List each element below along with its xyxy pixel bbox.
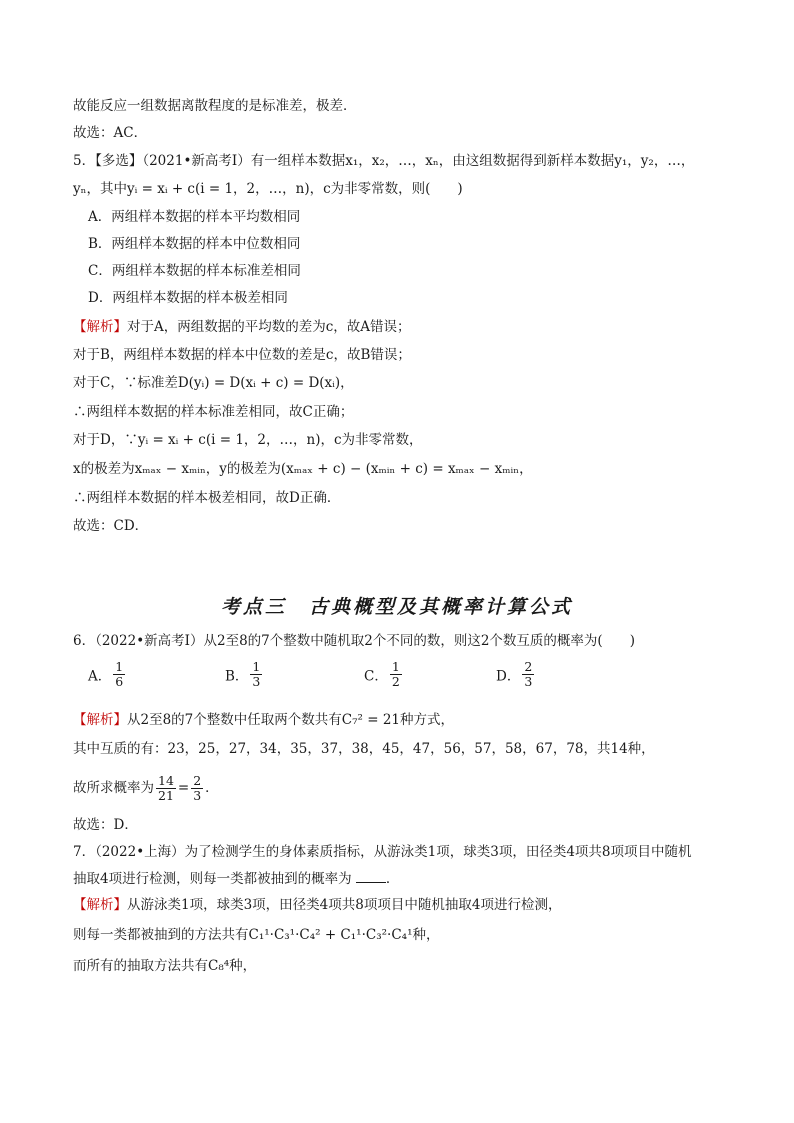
option-label: B． (225, 668, 249, 685)
fraction-denominator: 3 (193, 788, 202, 803)
question-5-line-2: yₙ，其中yᵢ = xᵢ + c(i = 1，2，…，n)，c为非零常数，则( ) (73, 181, 463, 197)
fraction-denominator: 3 (252, 674, 261, 689)
probability-fraction (156, 774, 176, 803)
period: ． (385, 871, 400, 887)
fraction-numerator: 2 (193, 773, 202, 788)
fraction-denominator: 2 (391, 674, 400, 689)
question-5-line-1: 5．【多选】（2021•新高考Ⅰ）有一组样本数据x₁，x₂，…，xₙ，由这组数据得到新样本数据y₁，y₂，…， (73, 153, 695, 169)
option-fraction (250, 660, 262, 689)
solution-7-line-2: 则每一类都被抽到的方法共有C₁¹·C₃¹·C₄² + C₁¹·C₃²·C₄¹种， (73, 927, 440, 943)
question-7-line-1: 7．（2022•上海）为了检测学生的身体素质指标，从游泳类1项，球类3项，田径类4项共8项项目中随机 (73, 844, 692, 860)
fraction-denominator: 6 (115, 674, 124, 689)
solution-text: 故所求概率为 (73, 780, 154, 796)
solution-tag: 【解析】 (73, 897, 127, 913)
solution-7-line-3: 而所有的抽取方法共有C₈⁴种， (73, 958, 257, 974)
option-fraction (390, 660, 402, 689)
solution-5-line-4: ∴两组样本数据的样本标准差相同，故C正确； (73, 404, 354, 420)
solution-6-line-2: 其中互质的有：23，25，27，34，35，37，38，45，47，56，57，58，67，78，共14种， (73, 741, 655, 757)
option-fraction (522, 660, 534, 689)
solution-5-line-1 (73, 317, 411, 337)
solution-tag: 【解析】 (73, 712, 127, 728)
question-5-option-d: D．两组样本数据的样本极差相同 (88, 290, 288, 306)
option-label: A． (88, 668, 112, 685)
question-6-option-d (496, 660, 536, 700)
period: ． (205, 780, 219, 796)
fraction-numerator: 1 (252, 659, 261, 674)
question-5-option-b: B．两组样本数据的样本中位数相同 (88, 236, 301, 252)
option-fraction (113, 660, 125, 689)
answer-line: 故选：AC． (73, 125, 148, 141)
solution-text: 从2至8的7个整数中任取两个数共有C₇² = 21种方式， (127, 712, 454, 728)
solution-5-line-7: ∴两组样本数据的样本极差相同，故D正确． (73, 490, 341, 506)
fraction-numerator: 14 (158, 773, 174, 788)
fraction-numerator: 1 (391, 659, 400, 674)
solution-5-line-5: 对于D，∵yᵢ = xᵢ + c(i = 1，2，…，n)，c为非零常数， (73, 432, 423, 448)
question-6-option-b (225, 660, 264, 700)
equals-sign: = (177, 780, 190, 796)
solution-6-line-3 (73, 768, 219, 808)
question-5-option-c: C．两组样本数据的样本标准差相同 (88, 263, 301, 279)
solution-5-line-8: 故选：CD． (73, 518, 149, 534)
solution-6-line-4: 故选：D． (73, 817, 138, 833)
fraction-denominator: 21 (158, 788, 174, 803)
solution-7-line-1 (73, 895, 561, 915)
question-5-option-a: A．两组样本数据的样本平均数相同 (88, 209, 301, 225)
solution-5-line-3: 对于C，∵标准差D(yᵢ) = D(xᵢ + c) = D(xᵢ)， (73, 375, 354, 391)
fraction-numerator: 1 (115, 659, 124, 674)
probability-fraction (191, 774, 203, 803)
section-heading: 考点三 古典概型及其概率计算公式 (220, 596, 573, 618)
fraction-numerator: 2 (524, 659, 533, 674)
solution-5-line-2: 对于B，两组样本数据的样本中位数的差是c，故B错误； (73, 347, 411, 363)
question-6-option-a (88, 660, 127, 700)
question-6-option-c (364, 660, 404, 700)
option-label: D． (496, 668, 521, 685)
question-text: 抽取4项进行检测，则每一类都被抽到的概率为 (73, 871, 352, 887)
solution-5-line-6: x的极差为xₘₐₓ − xₘᵢₙ，y的极差为(xₘₐₓ + c) − (xₘᵢₙ + c) = xₘₐₓ − xₘᵢₙ， (73, 461, 533, 477)
answer-blank (356, 868, 386, 883)
solution-text: 对于A，两组数据的平均数的差为c，故A错误； (127, 319, 411, 335)
question-6-line: 6．（2022•新高考Ⅰ）从2至8的7个整数中随机取2个不同的数，则这2个数互质的概率为( ) (73, 633, 635, 649)
solution-tag: 【解析】 (73, 319, 127, 335)
question-7-line-2 (73, 868, 399, 889)
solution-6-line-1 (73, 710, 454, 730)
fraction-denominator: 3 (524, 674, 533, 689)
text-line: 故能反应一组数据离散程度的是标准差，极差． (73, 98, 357, 114)
option-label: C． (364, 668, 388, 685)
solution-text: 从游泳类1项，球类3项，田径类4项共8项项目中随机抽取4项进行检测， (127, 897, 562, 913)
